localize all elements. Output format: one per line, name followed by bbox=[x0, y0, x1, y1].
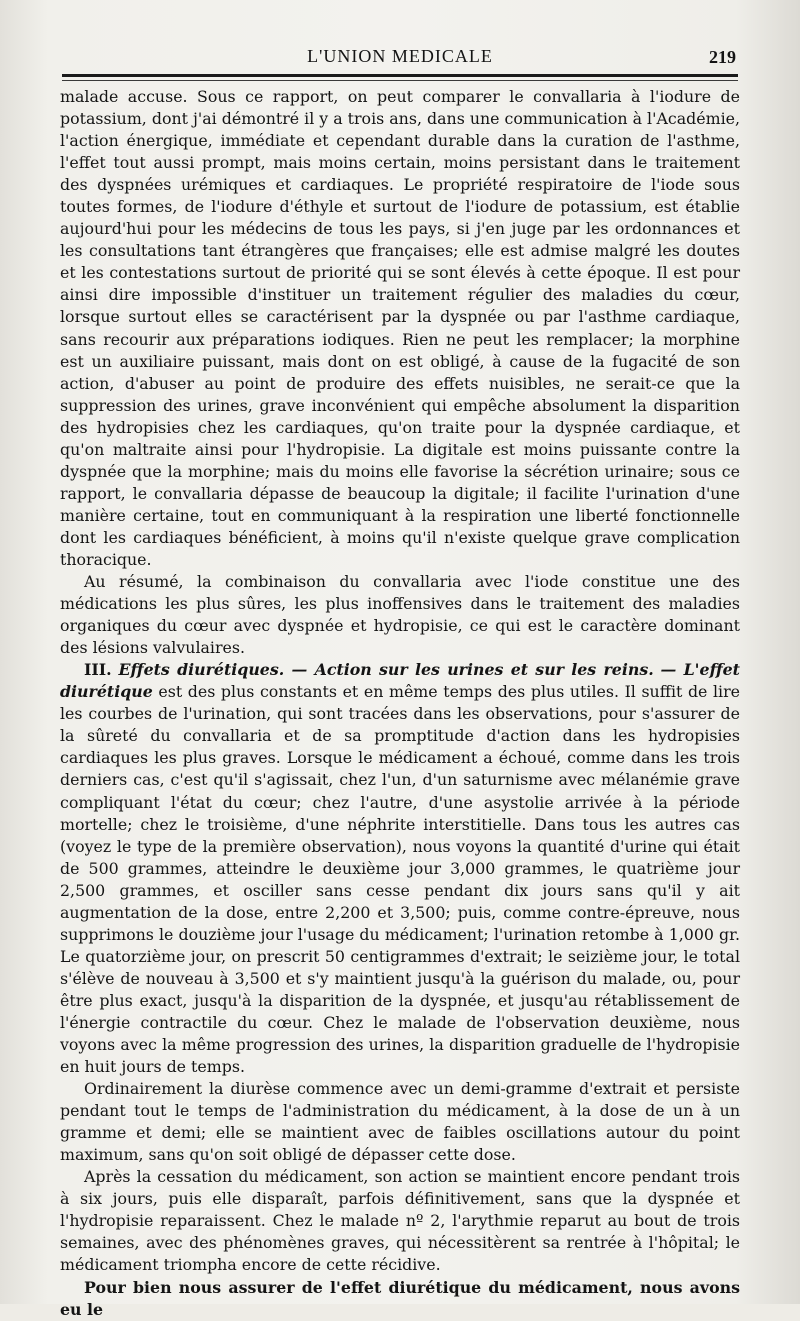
section-title: Effets diurétiques. — Action sur les urines et sur les reins. bbox=[118, 660, 654, 680]
paragraph-3 bbox=[60, 659, 740, 1078]
page-number: 219 bbox=[709, 47, 736, 67]
paragraph-1: malade accuse. Sous ce rapport, on peut comparer le convallaria à l'iodure de potassium, dont j'ai démontré il y a trois ans, dans une communication à l'Académie, l'action énergique, immédiate et cependant durable dans la curation de l'asthme, l'effet tout aussi prompt, mais moins certain, moins persistant dans le traitement des dyspnées urémiques et cardiaques. Le propriété respiratoire de l'iode sous toutes formes, de l'iodure d'éthyle et surtout de l'iodure de potassium, est établie aujourd'hui pour les médecins de tous les pays, si j'en juge par les ordonnances et les consultations tant étrangères que françaises; elle est admise malgré les doutes et les contestations surtout de priorité qui se sont élevés à cette époque. Il est pour ainsi dire impossible d'instituer un traitement régulier des maladies du cœur, lorsque surtout elles se caractérisent par la dyspnée ou par l'asthme cardiaque, sans recourir aux préparations iodiques. Rien ne peut les remplacer; la morphine est un auxiliaire puissant, mais dont on est obligé, à cause de la fugacité de son action, d'abuser au point de produire des effets nuisibles, ne serait-ce que la suppression des urines, grave inconvénient qui empêche absolument la disparition des hydropisies chez les cardiaques, qu'on traite pour la dyspnée cardiaque, et qu'on maltraite ainsi pour l'hydropisie. La digitale est moins puissante contre la dyspnée que la morphine; mais du moins elle favorise la sécrétion urinaire; sous ce rapport, le convallaria dépasse de beaucoup la digitale; il facilite l'urination d'une manière certaine, tout en communiquant à la respiration une liberté fonctionnelle dont les cardiaques bénéficient, à moins qu'il n'existe quelque grave complication thoracique. bbox=[60, 87, 740, 569]
section-number: III. bbox=[84, 660, 112, 680]
paragraph-6: Pour bien nous assurer de l'effet diurétique du médicament, nous avons eu le bbox=[60, 1277, 740, 1319]
header-rule-thin bbox=[62, 80, 738, 81]
header-rule bbox=[62, 74, 738, 77]
section-text: est des plus constants et en même temps des plus utiles. Il suffit de lire les courbes de l'urination, qui sont tracées dans les observations, pour s'assurer de la sûreté du convallaria et de sa promptitude d'action dans les hydropisies cardiaques les plus graves. Lorsque le médicament a échoué, comme dans les trois derniers cas, c'est qu'il s'agissait, chez l'un, d'un saturnisme avec mélanémie grave compliquant l'état du cœur; chez l'autre, d'une asystolie arrivée à la période mortelle; chez le troisième, d'une néphrite interstitielle. Dans tous les autres cas (voyez le type de la première observation), nous voyons la quantité d'urine qui était de 500 grammes, atteindre le deuxième jour 3,000 grammes, le quatrième jour 2,500 grammes, et osciller sans cesse pendant dix jours sans qu'il y ait augmentation de la dose, entre 2,200 et 3,500; puis, comme contre-épreuve, nous supprimons le douzième jour l'usage du médicament; l'urination retombe à 1,000 gr. Le quatorzième jour, on prescrit 50 centigrammes d'extrait; le seizième jour, le total s'élève de nouveau à 3,500 et s'y maintient jusqu'à la guérison du malade, ou, pour être plus exact, jusqu'à la disparition de la dyspnée, et jusqu'au rétablissement de l'énergie contractile du cœur. Chez le malade de l'observation deuxième, nous voyons avec la même progression des urines, la disparition graduelle de l'hydropisie en huit jours de temps. bbox=[60, 682, 740, 1077]
running-title: L'UNION MEDICALE bbox=[307, 46, 493, 66]
paragraph-5: Après la cessation du médicament, son action se maintient encore pendant trois à six jours, puis elle disparaît, parfois définitivement, sans que la dyspnée et l'hydropisie reparaissent. Chez le malade nº 2, l'arythmie reparut au bout de trois semaines, avec des phénomènes graves, qui nécessitèrent sa rentrée à l'hôpital; le médicament triompha encore de cette récidive. bbox=[60, 1167, 740, 1275]
paragraph-4: Ordinairement la diurèse commence avec un demi-gramme d'extrait et persiste pendant tout le temps de l'administration du médicament, à la dose de un à un gramme et demi; elle se maintient avec de faibles oscillations autour du point maximum, sans qu'on soit obligé de dépasser cette dose. bbox=[60, 1079, 740, 1165]
page-header bbox=[60, 40, 740, 76]
paragraph-2: Au résumé, la combinaison du convallaria avec l'iode constitue une des médications les plus sûres, les plus inoffensives dans le traitement des maladies organiques du cœur avec dyspnée et hydropisie, ce qui est le caractère dominant des lésions valvulaires. bbox=[60, 572, 740, 658]
section-lead: — L'effet diurétique bbox=[60, 660, 740, 702]
body-text bbox=[60, 86, 740, 1321]
